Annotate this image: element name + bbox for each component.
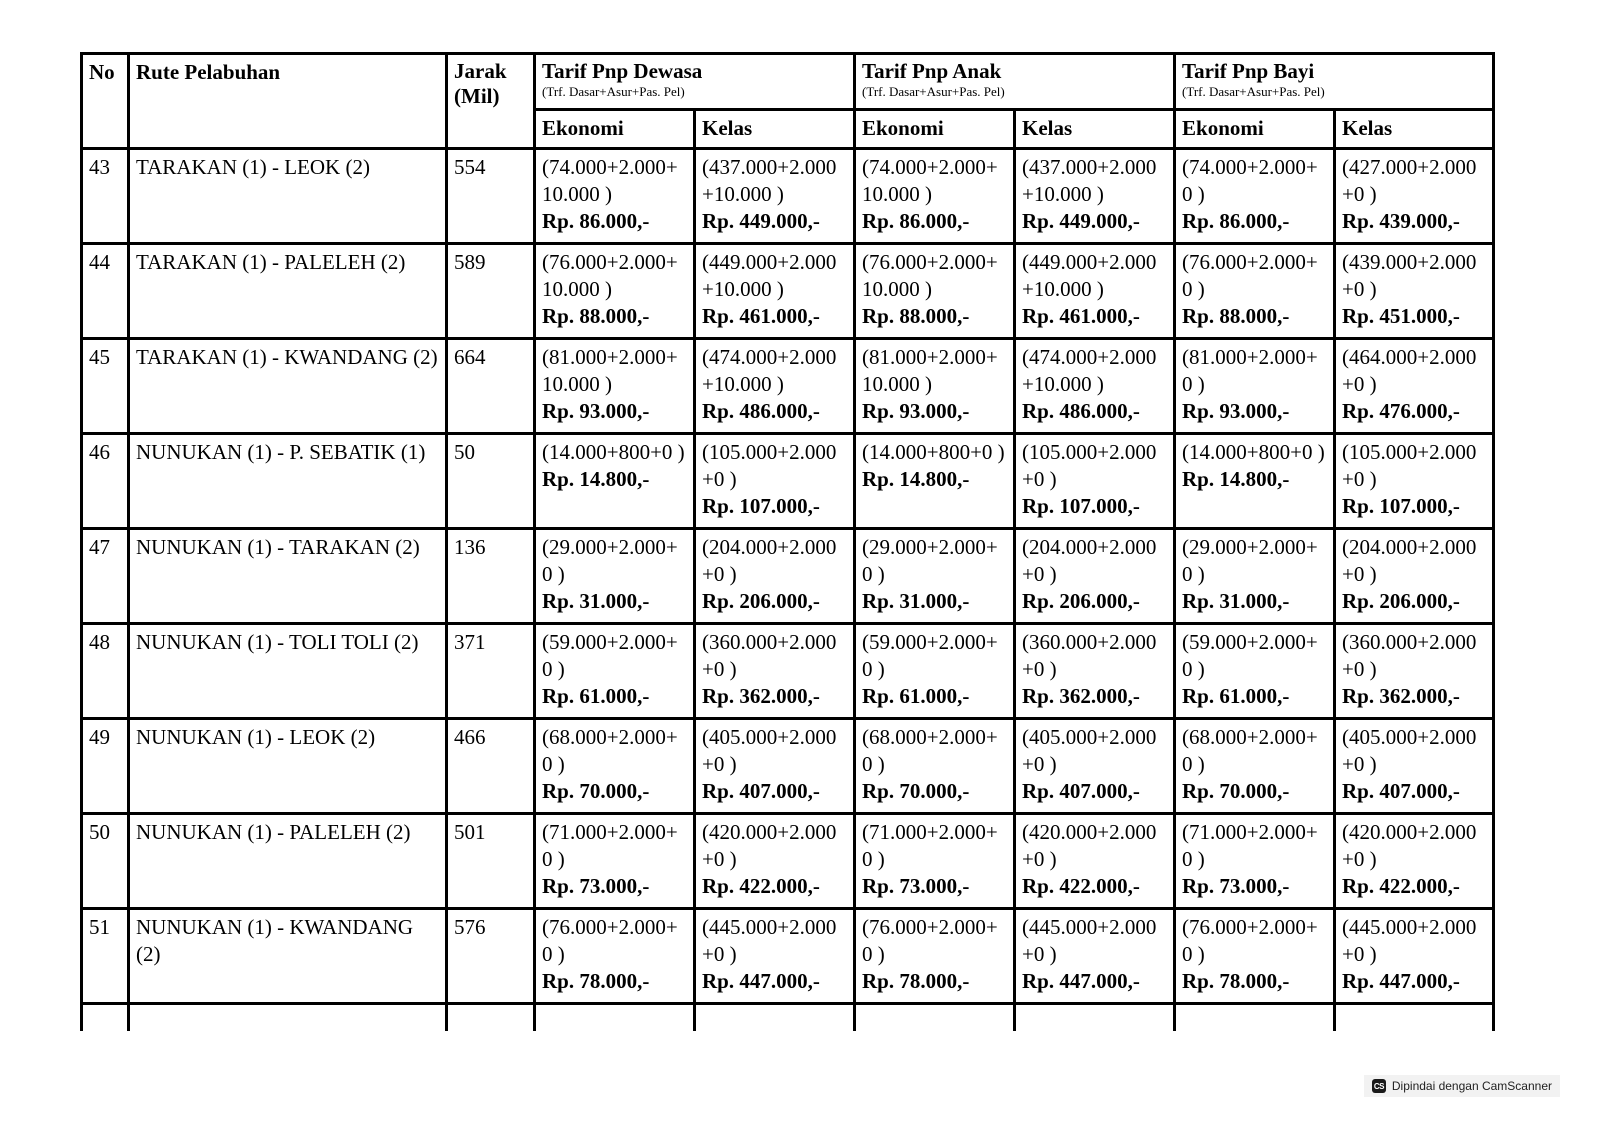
fare-table — [80, 52, 1495, 1031]
table-body — [82, 149, 1494, 1032]
fare-cell — [1335, 149, 1494, 244]
header-group-adult — [535, 54, 855, 110]
fare-total: Rp. 88.000,- — [1182, 304, 1290, 328]
fare-formula: (405.000+2.000+0 ) — [1022, 725, 1157, 776]
fare-cell — [1335, 529, 1494, 624]
fare-total: Rp. 439.000,- — [1342, 209, 1460, 233]
table-row — [82, 529, 1494, 624]
route-name: TARAKAN (1) - PALELEH (2) — [129, 244, 447, 339]
fare-cell — [1015, 434, 1175, 529]
fare-formula: (76.000+2.000+0 ) — [862, 915, 998, 966]
fare-cell — [695, 814, 855, 909]
fare-total: Rp. 461.000,- — [1022, 304, 1140, 328]
header-class-ekonomi: Ekonomi — [535, 110, 695, 149]
table-row — [82, 719, 1494, 814]
fare-cell — [695, 719, 855, 814]
fare-total: Rp. 486.000,- — [1022, 399, 1140, 423]
fare-cell — [1175, 529, 1335, 624]
fare-cell — [855, 149, 1015, 244]
fare-formula: (14.000+800+0 ) — [1182, 440, 1325, 464]
fare-total: Rp. 14.800,- — [1182, 467, 1290, 491]
fare-cell — [1015, 529, 1175, 624]
fare-total: Rp. 362.000,- — [702, 684, 820, 708]
header-class-kelas: Kelas — [1335, 110, 1494, 149]
route-name: TARAKAN (1) - LEOK (2) — [129, 149, 447, 244]
fare-formula: (74.000+2.000+0 ) — [1182, 155, 1318, 206]
empty-cell — [1015, 1004, 1175, 1032]
fare-cell — [855, 719, 1015, 814]
fare-cell — [855, 339, 1015, 434]
fare-formula: (449.000+2.000+10.000 ) — [1022, 250, 1157, 301]
fare-formula: (29.000+2.000+0 ) — [542, 535, 678, 586]
fare-formula: (464.000+2.000+0 ) — [1342, 345, 1477, 396]
distance-mil: 50 — [447, 434, 535, 529]
header-route: Rute Pelabuhan — [129, 54, 447, 149]
fare-cell — [1335, 339, 1494, 434]
fare-total: Rp. 449.000,- — [702, 209, 820, 233]
fare-total: Rp. 206.000,- — [1342, 589, 1460, 613]
table-row — [82, 244, 1494, 339]
fare-cell — [695, 339, 855, 434]
fare-formula: (420.000+2.000+0 ) — [702, 820, 837, 871]
fare-formula: (76.000+2.000+0 ) — [1182, 915, 1318, 966]
fare-formula: (71.000+2.000+0 ) — [862, 820, 998, 871]
fare-cell — [535, 909, 695, 1004]
fare-total: Rp. 447.000,- — [1342, 969, 1460, 993]
fare-formula: (437.000+2.000+10.000 ) — [702, 155, 837, 206]
fare-total: Rp. 422.000,- — [702, 874, 820, 898]
watermark-text: Dipindai dengan CamScanner — [1391, 1079, 1552, 1093]
fare-total: Rp. 73.000,- — [1182, 874, 1290, 898]
fare-total: Rp. 486.000,- — [702, 399, 820, 423]
fare-cell — [1335, 719, 1494, 814]
fare-cell — [1175, 624, 1335, 719]
fare-total: Rp. 451.000,- — [1342, 304, 1460, 328]
fare-cell — [1015, 719, 1175, 814]
fare-total: Rp. 206.000,- — [1022, 589, 1140, 613]
fare-total: Rp. 447.000,- — [702, 969, 820, 993]
fare-formula: (360.000+2.000+0 ) — [1342, 630, 1477, 681]
fare-cell — [695, 529, 855, 624]
fare-formula: (68.000+2.000+0 ) — [1182, 725, 1318, 776]
fare-total: Rp. 407.000,- — [1342, 779, 1460, 803]
header-class-kelas: Kelas — [695, 110, 855, 149]
fare-formula: (71.000+2.000+0 ) — [542, 820, 678, 871]
fare-formula: (437.000+2.000+10.000 ) — [1022, 155, 1157, 206]
fare-total: Rp. 70.000,- — [1182, 779, 1290, 803]
empty-cell — [1335, 1004, 1494, 1032]
fare-cell — [855, 244, 1015, 339]
empty-cell — [82, 1004, 129, 1032]
fare-total: Rp. 31.000,- — [1182, 589, 1290, 613]
fare-cell — [855, 434, 1015, 529]
fare-total: Rp. 31.000,- — [542, 589, 650, 613]
fare-formula: (29.000+2.000+0 ) — [1182, 535, 1318, 586]
fare-formula: (105.000+2.000+0 ) — [702, 440, 837, 491]
fare-total: Rp. 93.000,- — [1182, 399, 1290, 423]
fare-total: Rp. 86.000,- — [862, 209, 970, 233]
fare-total: Rp. 14.800,- — [542, 467, 650, 491]
fare-total: Rp. 78.000,- — [862, 969, 970, 993]
fare-cell — [535, 149, 695, 244]
fare-cell — [1015, 909, 1175, 1004]
fare-cell — [535, 529, 695, 624]
fare-total: Rp. 93.000,- — [862, 399, 970, 423]
fare-formula: (29.000+2.000+0 ) — [862, 535, 998, 586]
header-group-subtitle: (Trf. Dasar+Asur+Pas. Pel) — [1182, 84, 1325, 99]
fare-cell — [535, 719, 695, 814]
distance-mil: 136 — [447, 529, 535, 624]
row-number: 48 — [82, 624, 129, 719]
route-name: NUNUKAN (1) - LEOK (2) — [129, 719, 447, 814]
fare-formula: (204.000+2.000+0 ) — [1342, 535, 1477, 586]
fare-formula: (74.000+2.000+10.000 ) — [862, 155, 998, 206]
table-row-cutoff — [82, 1004, 1494, 1032]
fare-formula: (76.000+2.000+0 ) — [542, 915, 678, 966]
fare-cell — [1015, 149, 1175, 244]
route-name: NUNUKAN (1) - KWANDANG (2) — [129, 909, 447, 1004]
fare-formula: (360.000+2.000+0 ) — [702, 630, 837, 681]
row-number: 51 — [82, 909, 129, 1004]
fare-formula: (59.000+2.000+0 ) — [862, 630, 998, 681]
fare-cell — [695, 149, 855, 244]
fare-formula: (439.000+2.000+0 ) — [1342, 250, 1477, 301]
fare-total: Rp. 31.000,- — [862, 589, 970, 613]
route-name: NUNUKAN (1) - TARAKAN (2) — [129, 529, 447, 624]
row-number: 47 — [82, 529, 129, 624]
fare-formula: (68.000+2.000+0 ) — [542, 725, 678, 776]
header-group-title: Tarif Pnp Anak — [862, 59, 1002, 83]
row-number: 46 — [82, 434, 129, 529]
fare-cell — [1175, 814, 1335, 909]
fare-cell — [1335, 244, 1494, 339]
fare-total: Rp. 107.000,- — [702, 494, 820, 518]
header-class-ekonomi: Ekonomi — [855, 110, 1015, 149]
fare-cell — [695, 624, 855, 719]
fare-total: Rp. 447.000,- — [1022, 969, 1140, 993]
fare-total: Rp. 86.000,- — [1182, 209, 1290, 233]
camscanner-watermark — [1364, 1075, 1560, 1097]
fare-total: Rp. 476.000,- — [1342, 399, 1460, 423]
fare-formula: (14.000+800+0 ) — [862, 440, 1005, 464]
table-header — [82, 54, 1494, 149]
fare-formula: (445.000+2.000+0 ) — [702, 915, 837, 966]
fare-formula: (427.000+2.000+0 ) — [1342, 155, 1477, 206]
fare-formula: (81.000+2.000+10.000 ) — [862, 345, 998, 396]
route-name: NUNUKAN (1) - PALELEH (2) — [129, 814, 447, 909]
distance-mil: 466 — [447, 719, 535, 814]
fare-cell — [695, 434, 855, 529]
fare-total: Rp. 422.000,- — [1022, 874, 1140, 898]
fare-formula: (76.000+2.000+0 ) — [1182, 250, 1318, 301]
fare-total: Rp. 107.000,- — [1022, 494, 1140, 518]
fare-cell — [1335, 434, 1494, 529]
fare-total: Rp. 362.000,- — [1342, 684, 1460, 708]
empty-cell — [129, 1004, 447, 1032]
fare-formula: (360.000+2.000+0 ) — [1022, 630, 1157, 681]
fare-cell — [695, 909, 855, 1004]
distance-mil: 554 — [447, 149, 535, 244]
table-row — [82, 814, 1494, 909]
fare-total: Rp. 73.000,- — [542, 874, 650, 898]
fare-formula: (59.000+2.000+0 ) — [1182, 630, 1318, 681]
fare-formula: (405.000+2.000+0 ) — [1342, 725, 1477, 776]
header-group-subtitle: (Trf. Dasar+Asur+Pas. Pel) — [542, 84, 685, 99]
fare-cell — [1175, 909, 1335, 1004]
fare-cell — [1335, 909, 1494, 1004]
header-no: No — [82, 54, 129, 149]
fare-total: Rp. 61.000,- — [862, 684, 970, 708]
fare-total: Rp. 206.000,- — [702, 589, 820, 613]
fare-cell — [1015, 814, 1175, 909]
table-row — [82, 339, 1494, 434]
row-number: 50 — [82, 814, 129, 909]
fare-total: Rp. 78.000,- — [542, 969, 650, 993]
fare-formula: (445.000+2.000+0 ) — [1342, 915, 1477, 966]
fare-total: Rp. 107.000,- — [1342, 494, 1460, 518]
header-distance-line1: Jarak — [454, 59, 507, 83]
fare-formula: (81.000+2.000+10.000 ) — [542, 345, 678, 396]
header-group-subtitle: (Trf. Dasar+Asur+Pas. Pel) — [862, 84, 1005, 99]
fare-formula: (204.000+2.000+0 ) — [1022, 535, 1157, 586]
fare-total: Rp. 461.000,- — [702, 304, 820, 328]
fare-formula: (449.000+2.000+10.000 ) — [702, 250, 837, 301]
distance-mil: 664 — [447, 339, 535, 434]
fare-formula: (204.000+2.000+0 ) — [702, 535, 837, 586]
route-name: NUNUKAN (1) - TOLI TOLI (2) — [129, 624, 447, 719]
fare-total: Rp. 88.000,- — [862, 304, 970, 328]
route-name: TARAKAN (1) - KWANDANG (2) — [129, 339, 447, 434]
fare-formula: (105.000+2.000+0 ) — [1342, 440, 1477, 491]
fare-formula: (445.000+2.000+0 ) — [1022, 915, 1157, 966]
fare-cell — [855, 529, 1015, 624]
header-distance-line2: (Mil) — [454, 84, 500, 108]
fare-formula: (76.000+2.000+10.000 ) — [542, 250, 678, 301]
header-class-kelas: Kelas — [1015, 110, 1175, 149]
fare-cell — [1175, 339, 1335, 434]
row-number: 43 — [82, 149, 129, 244]
row-number: 45 — [82, 339, 129, 434]
empty-cell — [855, 1004, 1015, 1032]
fare-formula: (59.000+2.000+0 ) — [542, 630, 678, 681]
fare-formula: (405.000+2.000+0 ) — [702, 725, 837, 776]
table-row — [82, 149, 1494, 244]
fare-total: Rp. 73.000,- — [862, 874, 970, 898]
fare-total: Rp. 449.000,- — [1022, 209, 1140, 233]
fare-total: Rp. 14.800,- — [862, 467, 970, 491]
fare-cell — [695, 244, 855, 339]
fare-total: Rp. 88.000,- — [542, 304, 650, 328]
fare-cell — [535, 814, 695, 909]
empty-cell — [695, 1004, 855, 1032]
table-row — [82, 434, 1494, 529]
fare-cell — [855, 624, 1015, 719]
fare-formula: (105.000+2.000+0 ) — [1022, 440, 1157, 491]
fare-cell — [535, 624, 695, 719]
fare-cell — [1175, 719, 1335, 814]
fare-total: Rp. 78.000,- — [1182, 969, 1290, 993]
fare-formula: (14.000+800+0 ) — [542, 440, 685, 464]
header-class-ekonomi: Ekonomi — [1175, 110, 1335, 149]
fare-cell — [1015, 244, 1175, 339]
header-group-infant — [1175, 54, 1494, 110]
table-row — [82, 624, 1494, 719]
empty-cell — [1175, 1004, 1335, 1032]
fare-formula: (76.000+2.000+10.000 ) — [862, 250, 998, 301]
fare-total: Rp. 70.000,- — [862, 779, 970, 803]
header-group-title: Tarif Pnp Bayi — [1182, 59, 1315, 83]
fare-cell — [855, 814, 1015, 909]
fare-cell — [535, 339, 695, 434]
fare-total: Rp. 61.000,- — [542, 684, 650, 708]
fare-formula: (420.000+2.000+0 ) — [1342, 820, 1477, 871]
fare-total: Rp. 407.000,- — [702, 779, 820, 803]
fare-formula: (81.000+2.000+0 ) — [1182, 345, 1318, 396]
camscanner-logo-icon: CS — [1372, 1079, 1386, 1093]
fare-formula: (74.000+2.000+10.000 ) — [542, 155, 678, 206]
fare-cell — [855, 909, 1015, 1004]
fare-total: Rp. 422.000,- — [1342, 874, 1460, 898]
fare-total: Rp. 362.000,- — [1022, 684, 1140, 708]
fare-cell — [1015, 339, 1175, 434]
fare-cell — [535, 434, 695, 529]
distance-mil: 371 — [447, 624, 535, 719]
fare-cell — [1335, 814, 1494, 909]
fare-formula: (420.000+2.000+0 ) — [1022, 820, 1157, 871]
fare-formula: (68.000+2.000+0 ) — [862, 725, 998, 776]
fare-cell — [1175, 434, 1335, 529]
table-row — [82, 909, 1494, 1004]
header-group-title: Tarif Pnp Dewasa — [542, 59, 703, 83]
fare-cell — [1175, 149, 1335, 244]
row-number: 49 — [82, 719, 129, 814]
fare-formula: (71.000+2.000+0 ) — [1182, 820, 1318, 871]
empty-cell — [447, 1004, 535, 1032]
distance-mil: 501 — [447, 814, 535, 909]
fare-cell — [1175, 244, 1335, 339]
fare-formula: (474.000+2.000+10.000 ) — [702, 345, 837, 396]
row-number: 44 — [82, 244, 129, 339]
distance-mil: 576 — [447, 909, 535, 1004]
fare-cell — [1015, 624, 1175, 719]
fare-total: Rp. 407.000,- — [1022, 779, 1140, 803]
fare-total: Rp. 93.000,- — [542, 399, 650, 423]
fare-cell — [1335, 624, 1494, 719]
route-name: NUNUKAN (1) - P. SEBATIK (1) — [129, 434, 447, 529]
distance-mil: 589 — [447, 244, 535, 339]
fare-cell — [535, 244, 695, 339]
header-group-child — [855, 54, 1175, 110]
header-distance — [447, 54, 535, 149]
fare-total: Rp. 70.000,- — [542, 779, 650, 803]
fare-total: Rp. 86.000,- — [542, 209, 650, 233]
empty-cell — [535, 1004, 695, 1032]
fare-total: Rp. 61.000,- — [1182, 684, 1290, 708]
fare-formula: (474.000+2.000+10.000 ) — [1022, 345, 1157, 396]
